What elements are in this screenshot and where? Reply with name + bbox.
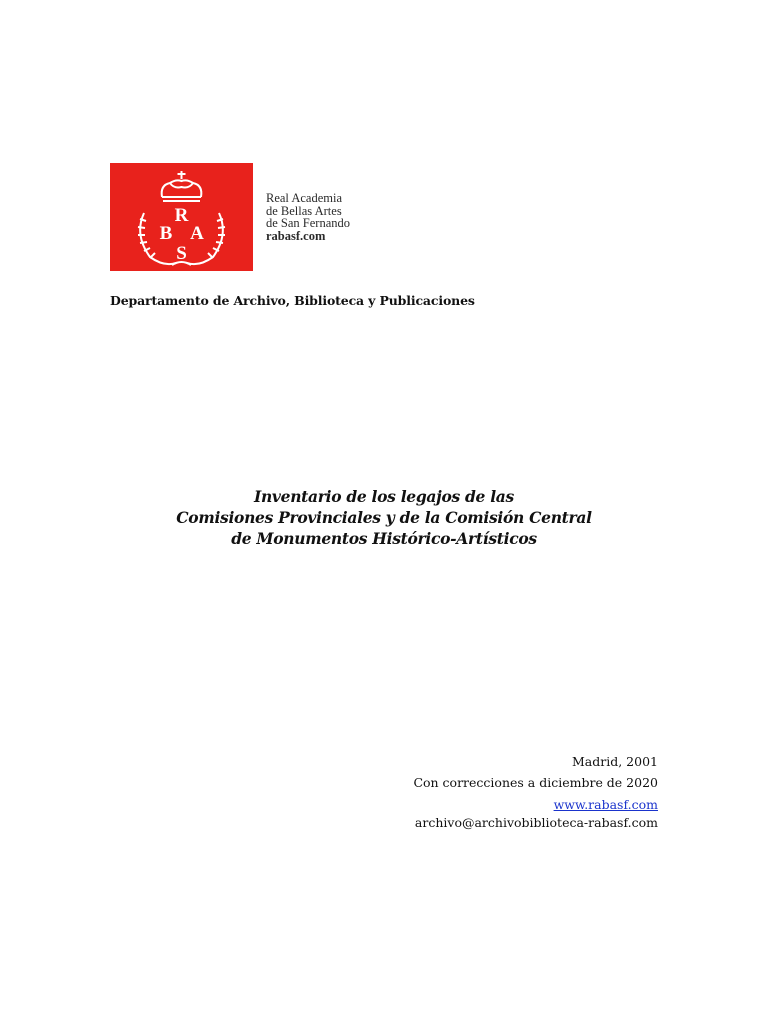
academy-name bbox=[266, 192, 350, 242]
academy-website-label: rabasf.com bbox=[266, 228, 326, 243]
svg-text:S: S bbox=[176, 243, 187, 264]
place-date: Madrid, 2001 bbox=[572, 754, 658, 769]
publication-info bbox=[413, 751, 658, 793]
crown-wreath-monogram-icon bbox=[110, 163, 253, 271]
academy-name-line: Real Academia bbox=[266, 191, 343, 205]
academy-logo bbox=[110, 163, 350, 271]
title-line: de Monumentos Histórico-Artísticos bbox=[231, 529, 537, 548]
document-title bbox=[0, 486, 768, 549]
contact-info bbox=[415, 796, 658, 832]
svg-text:A: A bbox=[190, 223, 204, 244]
title-line: Inventario de los legajos de las bbox=[254, 487, 514, 506]
academy-name-line: de Bellas Artes bbox=[266, 203, 342, 218]
title-line: Comisiones Provinciales y de la Comisión Central bbox=[176, 508, 592, 527]
contact-email: archivo@archivobiblioteca-rabasf.com bbox=[414, 815, 658, 830]
academy-name-line: de San Fernando bbox=[266, 216, 351, 230]
website-link[interactable]: www.rabasf.com bbox=[553, 797, 658, 812]
department-name: Departamento de Archivo, Biblioteca y Publicaciones bbox=[110, 293, 475, 308]
svg-text:B: B bbox=[159, 223, 173, 244]
academy-emblem bbox=[110, 163, 253, 271]
svg-text:R: R bbox=[174, 205, 189, 226]
corrections-note: Con correcciones a diciembre de 2020 bbox=[413, 775, 658, 790]
